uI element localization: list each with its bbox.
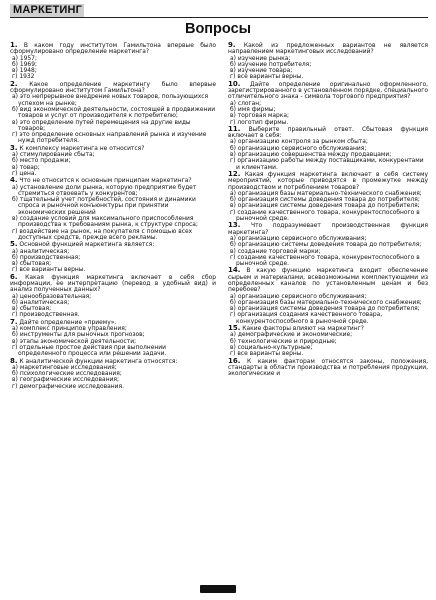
- answer-option: а) организацию контроля за рынком сбыта;: [230, 138, 368, 146]
- answer-option: а) 1957;: [12, 54, 37, 62]
- answer-option: в) 1948;: [12, 67, 37, 75]
- answer-option: б) аналитическая;: [12, 298, 70, 306]
- answer-option: б) имя фирмы;: [230, 105, 276, 113]
- answer-option: г) создание качественного товара, конкурентоспособного в рыночной среде.: [230, 253, 420, 268]
- question: [228, 81, 428, 101]
- question-number: 4.: [10, 176, 18, 185]
- answer-option: а) установление доли рынка, которую предприятие будет стремиться отвоевать у конкурентов;: [12, 183, 197, 197]
- answer-option: б) вид экономической деятельности, состоящей в продвижении товаров и услуг от производителя к потребителю;: [12, 105, 216, 120]
- answer-option: а) организацию сервисного обслуживания;: [230, 234, 367, 242]
- question-number: 8.: [10, 356, 18, 365]
- question: [228, 42, 428, 56]
- answer-option: г) организацию работы между поставщиками, конкурентами и клиентами.: [230, 157, 424, 171]
- answer-option: б) организация базы материально-технического снабжения;: [230, 298, 422, 306]
- answer-option: а) демографические и экономические;: [230, 331, 353, 339]
- question-number: 10.: [228, 79, 241, 88]
- question-text: В какую функцию маркетинга входит обеспечение сырьем и материалами, всевозможными комплектующими из определенных каналов по установленным ценам и без перебоев?: [228, 267, 428, 294]
- question-number: 16.: [228, 356, 241, 365]
- question: [10, 274, 216, 294]
- answer-option: г) это определение основных направлений рынка и изучение нужд потребителя.: [12, 131, 207, 145]
- answer-option: в) это определение путей перемещения на другие виды товаров;: [12, 118, 191, 132]
- question-text: К каким факторам относятся законы, положения, стандарты в области производства и потребления продукции, экологические и: [228, 357, 429, 378]
- question: [228, 222, 428, 236]
- answer-option: а) организацию сервисного обслуживания;: [230, 292, 367, 300]
- answer-option: в) товар;: [12, 163, 40, 171]
- question: [228, 358, 428, 378]
- question: [10, 42, 216, 56]
- question-number: 12.: [228, 169, 241, 178]
- question-text: Какая функция маркетинга включает в себя систему мероприятий, которые приводятся в промежутке между производством и потреблением товаров?: [228, 170, 428, 191]
- answer-option: б) тщательный учет потребностей, состояния и динамики спроса и рыночной конъюнктуры при принятии экономических решений: [12, 196, 196, 216]
- answer-option: б) 1969;: [12, 60, 37, 68]
- answer-option: в) торговая марка;: [230, 112, 290, 120]
- answer-option: г) отдельные простое действия при выполнении определенного процесса или решении задачи.: [12, 343, 167, 358]
- question-text: Какая функция маркетинга включает в себя сбор информации, ее интерпретацию (перевод в удобный вид) и анализ полученных данных?: [10, 273, 217, 294]
- question-number: 15.: [228, 324, 241, 333]
- header-divider: [10, 17, 428, 18]
- answer-option: г) все варианты верны.: [230, 350, 304, 358]
- answer-option: г) создание качественного товара, конкурентоспособного в рыночной среде.: [230, 208, 420, 223]
- answer-option: б) организацию сервисного обслуживания;: [230, 144, 367, 152]
- question-text: Дайте определение «приему».: [19, 318, 117, 326]
- right-column: [228, 42, 428, 377]
- question-text: Какие факторы влияют на маркетинг?: [242, 325, 364, 333]
- answer-option: б) место продажи;: [12, 157, 71, 165]
- answer-option: а) организация базы материально-технического снабжения;: [230, 189, 422, 197]
- question: [228, 126, 428, 140]
- answer-option: в) социально-культурные;: [230, 343, 313, 351]
- answer-option: г) воздействие на рынок, на покупателя с помощью всех доступных средств, прежде всего рекламы.: [12, 227, 193, 241]
- answer-option: г) все варианты верны.: [12, 266, 86, 274]
- answer-option: в) организация системы доведения товара до потребителя;: [230, 305, 420, 313]
- question-text: Дайте определение оригинально оформленного, зарегистрированного в установленном порядке, специального отличительного знака - символа торгового предприятия?: [228, 80, 428, 101]
- question-text: К комплексу маркетинга не относится?: [19, 144, 145, 152]
- question-number: 6.: [10, 272, 18, 281]
- question-number: 11.: [228, 124, 241, 133]
- answer-option: в) организация системы доведения товара до потребителя;: [230, 202, 420, 210]
- answer-option: а) стимулирование сбыта;: [12, 151, 95, 159]
- page-title: Вопросы: [184, 21, 252, 37]
- left-column: [10, 42, 216, 390]
- question: [10, 81, 216, 95]
- question-number: 1.: [10, 41, 18, 49]
- answer-option: б) производственная;: [12, 253, 81, 261]
- answer-option: в) организацию совершенства между продавцами;: [230, 151, 392, 159]
- question-number: 2.: [10, 79, 18, 88]
- question-number: 9.: [228, 41, 236, 49]
- question-number: 13.: [228, 221, 241, 230]
- answer-option: б) технологические и природные;: [230, 337, 337, 345]
- question-text: Какое определение маркетингу было впервые сформулировано институтом Гамильтона?: [10, 80, 216, 95]
- footer-ornament: [200, 585, 236, 593]
- answer-option: в) сбытовая;: [12, 260, 52, 268]
- answer-option: г) все варианты верны.: [230, 73, 304, 81]
- answer-option: а) маркетинговые исследования;: [12, 363, 117, 371]
- question-text: Выберите правильный ответ. Сбытовая функция включает в себя:: [228, 125, 428, 140]
- question-text: Что подразумевает производственная функция маркетинга?: [228, 222, 428, 236]
- answer-option: в) создание условий для максимального приспособления производства к требованиям рынка, к структуре спроса;: [12, 215, 198, 229]
- answer-option: г) логотип фирмы.: [230, 118, 289, 126]
- answer-option: в) изучение товара;: [230, 67, 293, 75]
- answer-option: а) слоган;: [230, 99, 262, 107]
- answer-option: г) производственная.: [12, 311, 80, 319]
- question-number: 7.: [10, 317, 18, 326]
- answer-option: а) ценообразовательная;: [12, 292, 92, 300]
- answer-option: г) 1932: [12, 73, 35, 81]
- answer-option: б) инструменты для рыночных прогнозов;: [12, 331, 145, 339]
- answer-option: б) организацию системы доведения товара до потребителя;: [230, 241, 422, 249]
- question-number: 14.: [228, 266, 241, 275]
- answer-option: в) этапы экономической деятельности;: [12, 337, 137, 345]
- answer-option: г) демографические исследования.: [12, 382, 124, 390]
- answer-option: б) организация системы доведения товара до потребителя;: [230, 196, 420, 204]
- answer-option: г) организация создания качественного товара, конкурентоспособного в рыночной среде.: [230, 311, 383, 325]
- question-text: К аналитической функции маркетинга относятся:: [19, 357, 178, 365]
- question: [228, 267, 428, 293]
- answer-option: а) изучение рынка;: [230, 54, 291, 62]
- answer-option: б) изучение потребителя;: [230, 60, 312, 68]
- question-text: Что не относится к основным принципам маркетинга?: [19, 177, 192, 185]
- question-text: Какой из предложенных вариантов не является направлением маркетинговых исследований?: [228, 42, 428, 56]
- answer-option: а) это непрерывное внедрение новых товаров, пользующихся успехом на рынке;: [12, 93, 209, 107]
- question-number: 5.: [10, 240, 18, 249]
- answer-option: а) аналитическая;: [12, 247, 70, 255]
- answer-option: б) психологические исследования;: [12, 370, 122, 378]
- question-text: В каком году институтом Гамильтона впервые было сформулировано определение маркетинга?: [10, 42, 217, 56]
- question: [228, 171, 428, 191]
- answer-option: в) создание торговой марки;: [230, 247, 321, 255]
- question-text: Основной функцией маркетинга является:: [19, 241, 155, 249]
- section-header: МАРКЕТИНГ: [10, 4, 84, 17]
- question-number: 3.: [10, 143, 18, 152]
- answer-option: г) цена.: [12, 169, 37, 177]
- footer: [0, 578, 436, 597]
- answer-option: а) комплекс принципов управления;: [12, 325, 127, 333]
- answer-option: в) сбытовая;: [12, 305, 52, 313]
- answer-option: в) географические исследования;: [12, 376, 120, 384]
